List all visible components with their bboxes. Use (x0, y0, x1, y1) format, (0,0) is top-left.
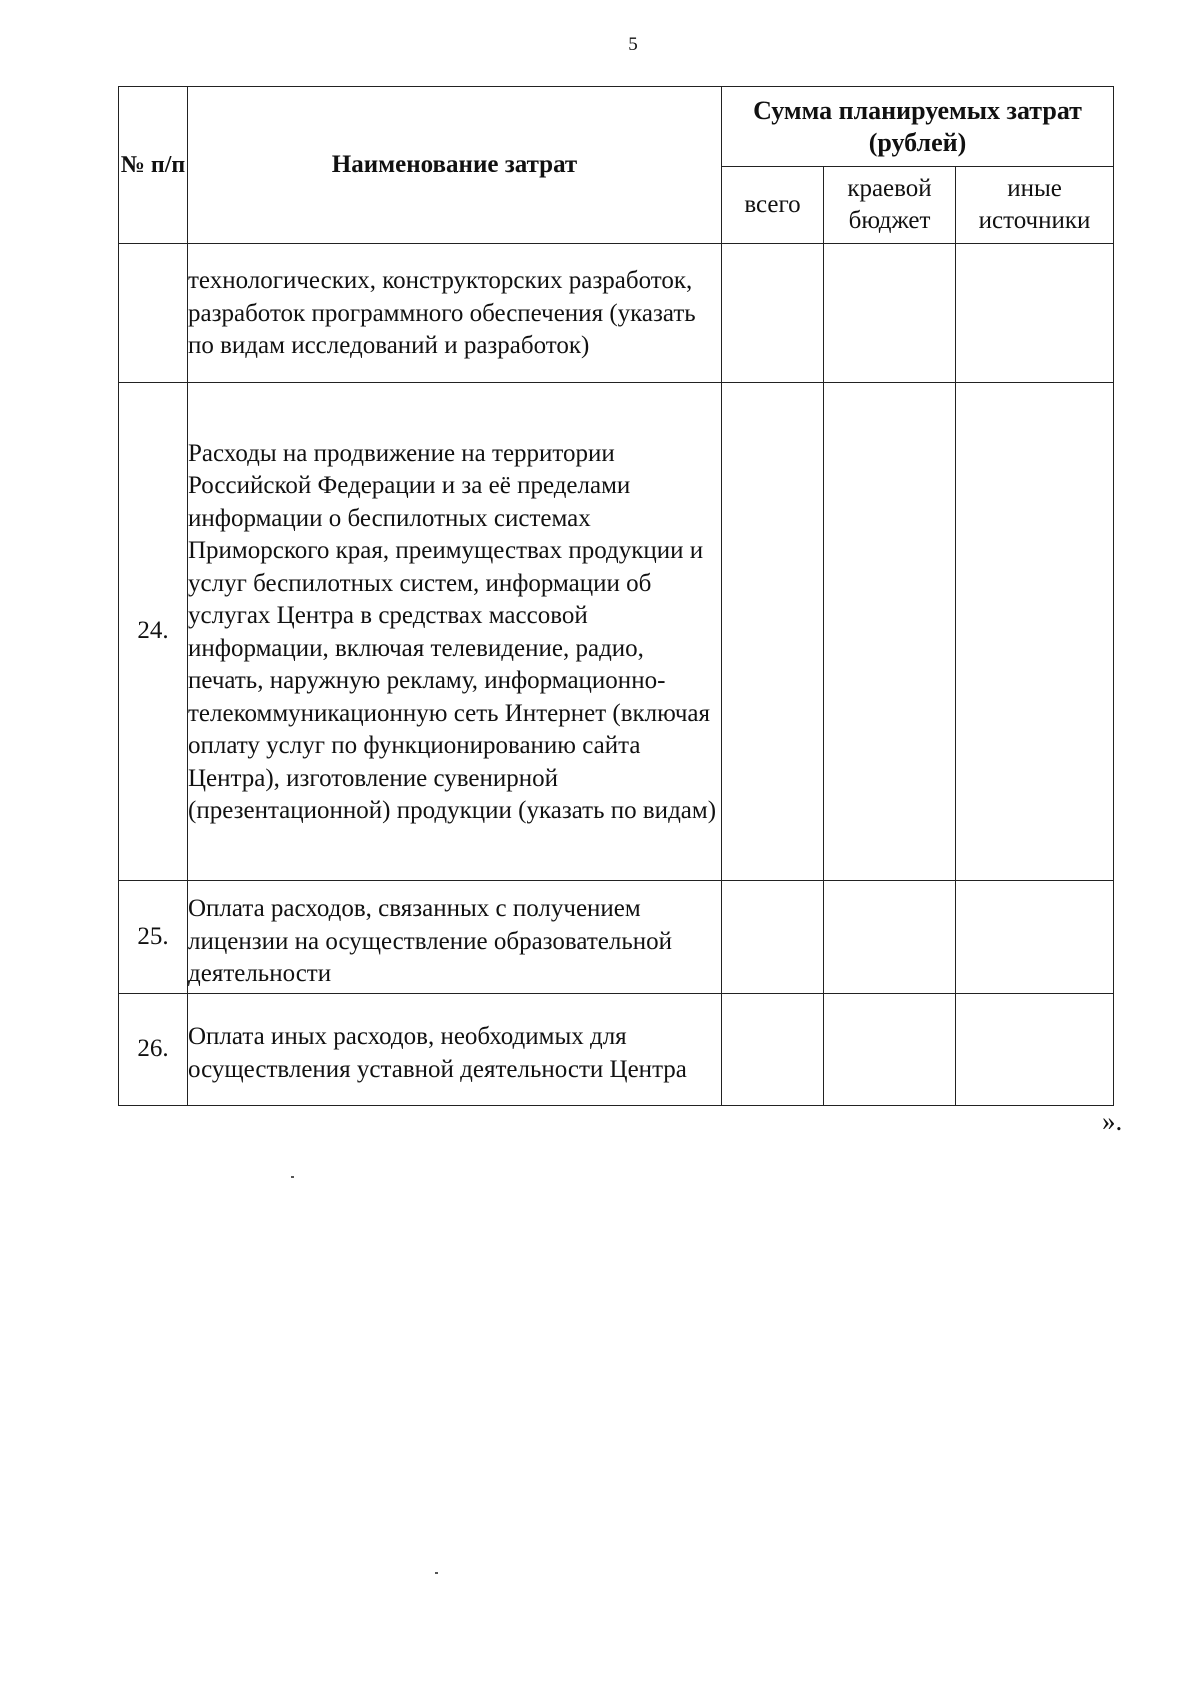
cost-table (118, 86, 1114, 1106)
row-regional-budget (824, 881, 956, 994)
row-other-sources (956, 383, 1114, 881)
row-number (119, 244, 188, 383)
row-regional-budget (824, 244, 956, 383)
header-name-label: Наименование затрат (331, 150, 578, 178)
row-number: 25. (119, 881, 188, 994)
scan-speck (435, 1572, 438, 1574)
row-number: 24. (119, 383, 188, 881)
row-other-sources (956, 244, 1114, 383)
row-regional-budget (824, 383, 956, 881)
header-other-sources (956, 167, 1114, 244)
row-other-sources (956, 881, 1114, 994)
header-number (119, 87, 188, 244)
row-name: Расходы на продвижение на территории Российской Федерации и за её пределами информации о беспилотных системах Приморского края, преимуществах продукции и услуг беспилотных систем, информации об услугах Центра в средствах массовой информации, включая телевидение, радио, печать, наружную рекламу, информационно-телекоммуникационную сеть Интернет (включая оплату услуг по функционированию сайта Центра), изготовление сувенирной (презентационной) продукции (указать по видам) (188, 383, 722, 881)
table-row (119, 383, 1114, 881)
header-other-sources-label: иные источники (978, 174, 1091, 234)
row-name: Оплата иных расходов, необходимых для осуществления уставной деятельности Центра (188, 994, 722, 1106)
closing-quote-mark: ». (1102, 1106, 1123, 1136)
row-name: Оплата расходов, связанных с получением лицензии на осуществление образовательной деятельности (188, 881, 722, 994)
table-row (119, 994, 1114, 1106)
header-amount-group (722, 87, 1114, 167)
row-name: технологических, конструкторских разработок, разработок программного обеспечения (указать по видам исследований и разработок) (188, 244, 722, 383)
header-number-label: № п/п (120, 152, 186, 178)
header-regional-budget (824, 167, 956, 244)
scan-speck (291, 1176, 294, 1178)
header-regional-budget-label: краевой бюджет (847, 174, 932, 234)
page-number: 5 (628, 34, 638, 55)
row-regional-budget (824, 994, 956, 1106)
row-total (722, 994, 824, 1106)
table-row (119, 881, 1114, 994)
row-total (722, 881, 824, 994)
row-total (722, 383, 824, 881)
header-total (722, 167, 824, 244)
table-row (119, 244, 1114, 383)
row-number: 26. (119, 994, 188, 1106)
row-other-sources (956, 994, 1114, 1106)
row-total (722, 244, 824, 383)
header-name (188, 87, 722, 244)
header-amount-group-label: Сумма планируемых затрат (рублей) (753, 95, 1082, 157)
header-total-label: всего (744, 190, 801, 218)
